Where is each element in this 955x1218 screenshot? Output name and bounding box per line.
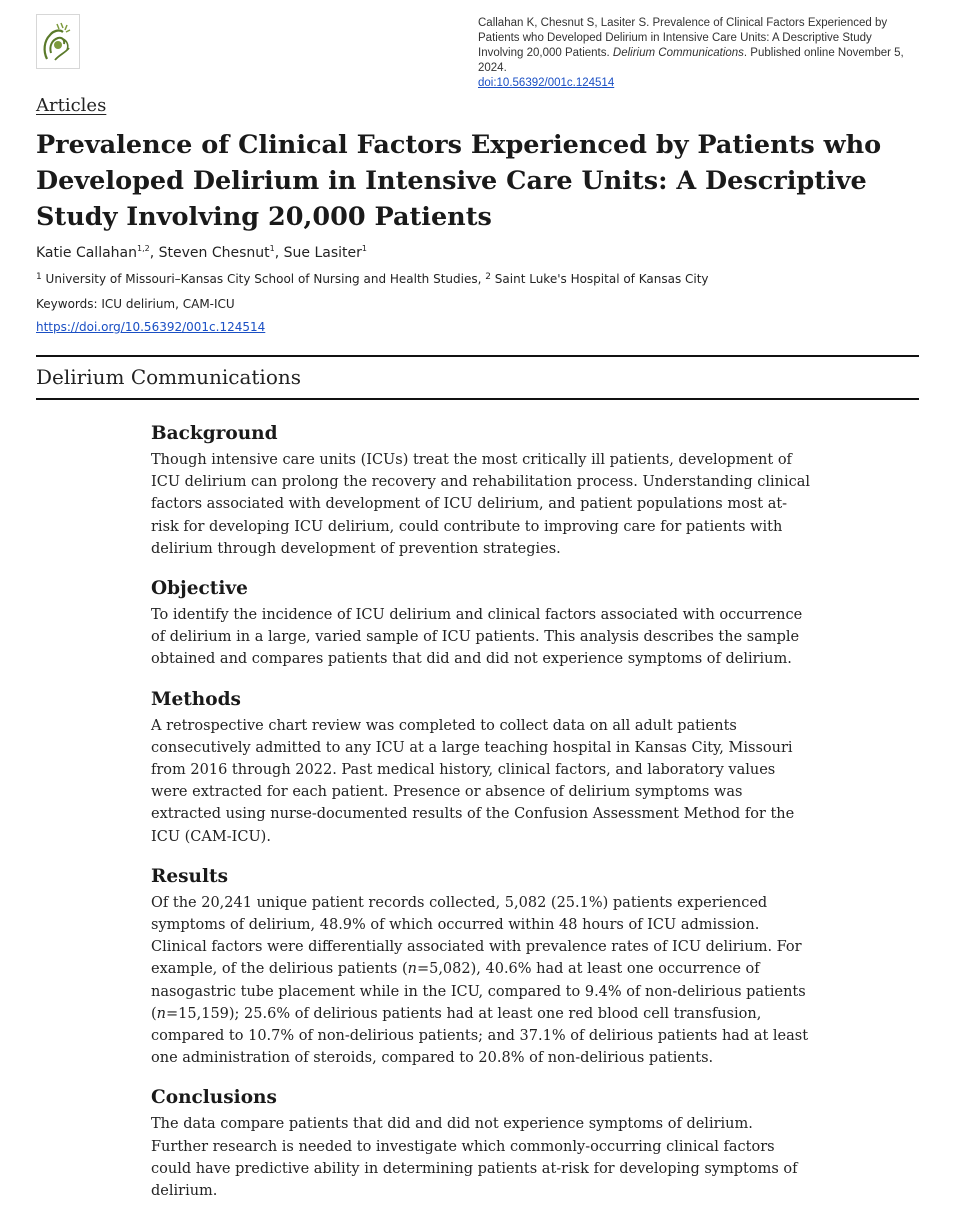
citation-published: . Published online November 5, 2024. <box>478 47 904 74</box>
results-heading: Results <box>151 865 228 887</box>
methods-text: A retrospective chart review was completed to collect data on all adult patients consecutively admitted to any ICU at a large teaching hospital in Kansas City, Missouri from 2016 through 2022. Past medical history, clinical factors, and laboratory values were extracted for each patient. Presence or absence of delirium symptoms was extracted using nurse-documented results of the Confusion Assessment Method for the ICU (CAM-ICU). <box>151 717 795 845</box>
article-title: Prevalence of Clinical Factors Experienced by Patients who Developed Delirium in Intensive Care Units: A Descriptive Study Involving 20,000 Patients <box>36 130 882 232</box>
methods-heading: Methods <box>151 688 241 710</box>
affiliation-text: University of Missouri–Kansas City School of Nursing and Health Studies, <box>41 272 486 286</box>
results-text-part: Of the 20,241 unique patient records collected, 5,082 (25.1%) patients experienced symptoms of delirium, 48.9% of which occurred within 48 hours of ICU admission. Clinical factors were differentially associated with prevalence rates of ICU delirium. For example, of the delirious patients ( <box>151 894 802 978</box>
divider-top <box>36 355 919 357</box>
background-text: Though intensive care units (ICUs) treat the most critically ill patients, development of ICU delirium can prolong the recovery and rehabilitation process. Understanding clinical factors associated with development of ICU delirium, and patient populations most at-risk for developing ICU delirium, could contribute to improving care for patients with delirium through development of prevention strategies. <box>151 452 810 557</box>
author-list <box>36 244 367 261</box>
author-name[interactable]: Steven Chesnut <box>158 245 270 261</box>
results-text-part: =5,082), 40.6% had at least one occurrence of nasogastric tube placement while in the ICU, compared to 9.4% of non-delirious patients ( <box>151 961 806 1022</box>
citation-text: Callahan K, Chesnut S, Lasiter S. Prevalence of Clinical Factors Experienced by Patients who Developed Delirium in Intensive Care Units: A Descriptive Study Involving 20,000 Patients. <box>478 17 888 59</box>
journal-name: Delirium Communications <box>36 365 301 389</box>
citation-journal: Delirium Communications <box>612 47 744 59</box>
author-affiliation-sup: 1 <box>269 244 275 253</box>
results-text <box>151 892 811 1070</box>
affiliation-sup: 1 <box>36 272 42 282</box>
affiliations <box>36 272 709 286</box>
doi-link[interactable]: https://doi.org/10.56392/001c.124514 <box>36 320 266 334</box>
results-n-symbol: n <box>407 961 417 978</box>
conclusions-heading: Conclusions <box>151 1087 277 1109</box>
author-separator: , <box>149 245 159 261</box>
background-heading: Background <box>151 423 278 444</box>
author-separator: , <box>274 245 284 261</box>
journal-logo-icon[interactable] <box>36 14 80 69</box>
journal-logo-graphic <box>37 15 79 68</box>
author-name[interactable]: Sue Lasiter <box>283 245 362 261</box>
author-affiliation-sup: 1 <box>361 244 367 253</box>
results-n-symbol: n <box>156 1005 167 1022</box>
citation-doi-link[interactable]: doi:10.56392/001c.124514 <box>478 77 615 89</box>
conclusions-text: The data compare patients that did and did not experience symptoms of delirium. Further research is needed to investigate which commonly-occurring clinical factors could have predictive ability in determining patients at-risk for developing symptoms of delirium. <box>151 1116 798 1200</box>
divider-bottom <box>36 398 919 400</box>
affiliation-sup: 2 <box>485 272 491 282</box>
citation-block <box>478 16 918 91</box>
author-affiliation-sup: 1,2 <box>137 244 150 253</box>
section-link-articles[interactable]: Articles <box>36 95 107 116</box>
objective-heading: Objective <box>151 578 248 600</box>
abstract <box>151 421 811 1218</box>
keywords: Keywords: ICU delirium, CAM-ICU <box>36 297 235 311</box>
objective-text: To identify the incidence of ICU delirium and clinical factors associated with occurrence of delirium in a large, varied sample of ICU patients. This analysis describes the sample obtained and compares patients that did and did not experience symptoms of delirium. <box>151 607 803 668</box>
results-text-part: =15,159); 25.6% of delirious patients had at least one red blood cell transfusion, compared to 10.7% of non-delirious patients; and 37.1% of delirious patients had at least one administration of steroids, compared to 20.8% of non-delirious patients. <box>151 1005 809 1067</box>
affiliation-text: Saint Luke's Hospital of Kansas City <box>490 272 709 286</box>
author-name[interactable]: Katie Callahan <box>36 245 137 261</box>
